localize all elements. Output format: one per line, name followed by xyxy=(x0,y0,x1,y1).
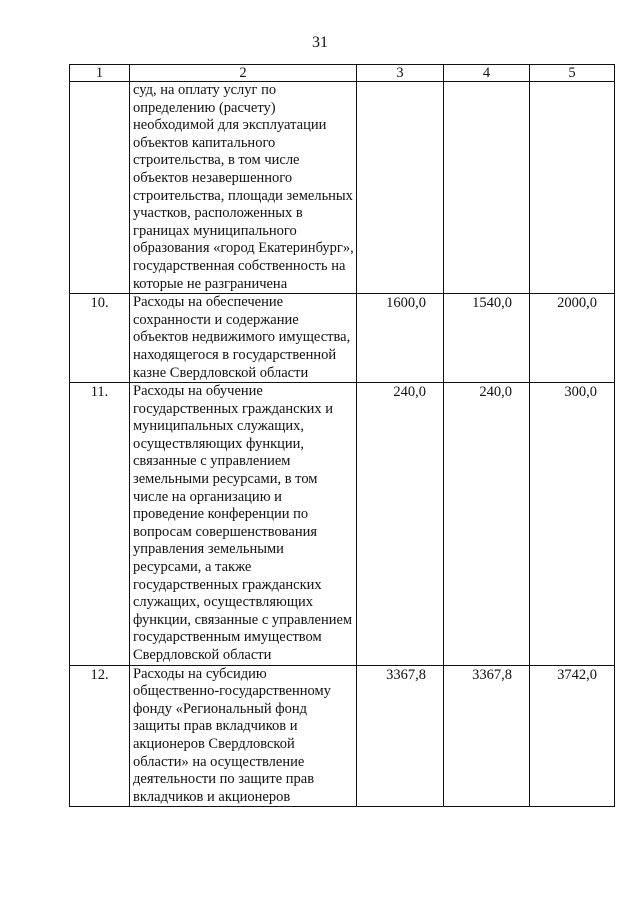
row-value-col3 xyxy=(357,82,444,294)
row-description: Расходы на обеспечение сохранности и содержание объектов недвижимого имущества, находящегося в государственной казне Свердловской области xyxy=(130,294,357,383)
row-value-col4: 1540,0 xyxy=(444,294,530,383)
row-number: 12. xyxy=(70,665,130,807)
column-header-5: 5 xyxy=(530,65,615,82)
row-value-col4: 3367,8 xyxy=(444,665,530,807)
row-value-col3: 3367,8 xyxy=(357,665,444,807)
header-row xyxy=(70,65,615,82)
table-row xyxy=(70,82,615,294)
row-number: 11. xyxy=(70,383,130,666)
row-value-col3: 240,0 xyxy=(357,383,444,666)
table-row xyxy=(70,294,615,383)
row-value-col5 xyxy=(530,82,615,294)
column-header-4: 4 xyxy=(444,65,530,82)
table-row xyxy=(70,383,615,666)
page-number: 31 xyxy=(312,34,328,51)
column-header-3: 3 xyxy=(357,65,444,82)
row-value-col5: 2000,0 xyxy=(530,294,615,383)
row-description: суд, на оплату услуг по определению (расчету) необходимой для эксплуатации объектов капитального строительства, в том числе объектов незавершенного строительства, площади земельных участков, расположенных в границах муниципального образования «город Екатеринбург», государственная собственность на которые не разграничена xyxy=(130,82,357,294)
row-value-col5: 300,0 xyxy=(530,383,615,666)
row-number: 10. xyxy=(70,294,130,383)
row-description: Расходы на обучение государственных гражданских и муниципальных служащих, осуществляющих функции, связанные с управлением земельными ресурсами, в том числе на организацию и проведение конференции по вопросам совершенствования управления земельными ресурсами, а также государственных гражданских служащих, осуществляющих функции, связанные с управлением государственным имуществом Свердловской области xyxy=(130,383,357,666)
column-header-2: 2 xyxy=(130,65,357,82)
column-header-1: 1 xyxy=(70,65,130,82)
table-row xyxy=(70,665,615,807)
row-description: Расходы на субсидию общественно-государственному фонду «Региональный фонд защиты прав вкладчиков и акционеров Свердловской области» на осуществление деятельности по защите прав вкладчиков и акционеров xyxy=(130,665,357,807)
row-value-col4: 240,0 xyxy=(444,383,530,666)
row-value-col3: 1600,0 xyxy=(357,294,444,383)
row-value-col5: 3742,0 xyxy=(530,665,615,807)
row-value-col4 xyxy=(444,82,530,294)
budget-table xyxy=(69,64,615,807)
row-number xyxy=(70,82,130,294)
